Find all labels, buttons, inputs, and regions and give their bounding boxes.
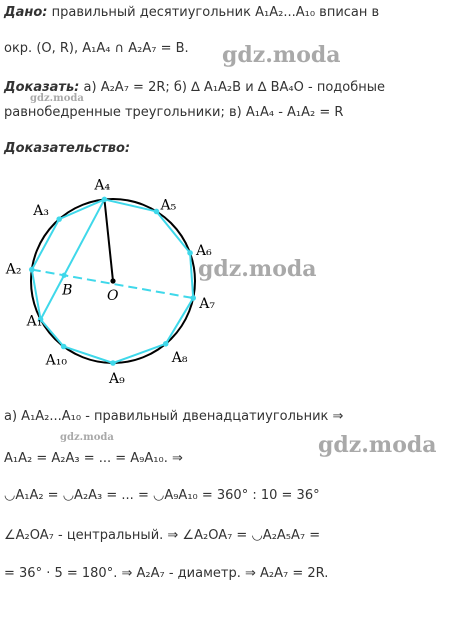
- watermark: gdz.moda: [222, 42, 341, 68]
- vertex-label: A₄: [94, 177, 111, 194]
- given-line-1: [4, 4, 379, 22]
- vertex-point: [29, 267, 35, 273]
- given-text-1: правильный десятиугольник A₁A₂...A₁₀ вписан в: [51, 5, 380, 20]
- figure-group: [5, 177, 216, 387]
- polygon-side: [166, 298, 193, 344]
- vertex-label: A₁: [26, 313, 43, 330]
- solution-line-2: A₁A₂ = A₂A₃ = ... = A₉A₁₀. ⇒: [4, 451, 183, 466]
- vertex-label: A₂: [5, 261, 22, 278]
- vertex-label: A₁₀: [45, 352, 67, 369]
- vertex-point: [187, 250, 193, 256]
- vertex-point: [110, 360, 116, 366]
- watermark: gdz.moda: [30, 93, 84, 104]
- vertex-point: [61, 344, 67, 350]
- vertex-label: A₅: [160, 197, 177, 214]
- vertex-point: [190, 295, 196, 301]
- geometry-figure: [0, 168, 452, 398]
- solution-line-3: ◡A₁A₂ = ◡A₂A₃ = ... = ◡A₉A₁₀ = 360° : 10 = 36°: [4, 488, 320, 503]
- polygon-side: [156, 211, 190, 252]
- watermark: gdz.moda: [318, 432, 437, 458]
- watermark: gdz.moda: [60, 432, 114, 443]
- polygon-side: [59, 199, 104, 219]
- solution-line-1: а) A₁A₂...A₁₀ - правильный двенадцатиугольник ⇒: [4, 409, 344, 424]
- prove-text-1: а) A₂A₇ = 2R; б) ∆ A₁A₂B и ∆ BA₄O - подобные: [83, 80, 385, 95]
- center-point: [110, 278, 115, 283]
- point-b: [62, 273, 67, 278]
- chord-a1-a4: [41, 199, 105, 319]
- polygon-side: [41, 319, 64, 346]
- vertex-label: A₇: [199, 296, 215, 313]
- vertex-point: [154, 209, 160, 215]
- solution-line-5: = 36° · 5 = 180°. ⇒ A₂A₇ - диаметр. ⇒ A₂A₇ = 2R.: [4, 566, 329, 581]
- radius-o-a4: [104, 199, 113, 281]
- solution-line-4: ∠A₂OA₇ - центральный. ⇒ ∠A₂OA₇ = ◡A₂A₅A₇ =: [4, 528, 321, 543]
- watermark: gdz.moda: [198, 256, 317, 282]
- given-text-2: окр. (O, R), A₁A₄ ∩ A₂A₇ = B.: [4, 41, 189, 56]
- vertex-point: [102, 197, 108, 203]
- vertex-label: A₈: [171, 349, 188, 366]
- vertex-label: A₃: [33, 203, 49, 220]
- polygon-side: [113, 344, 166, 363]
- vertex-point: [163, 341, 169, 347]
- center-label: O: [107, 288, 119, 304]
- vertex-label: A₆: [196, 242, 212, 259]
- prove-label: Доказать:: [4, 80, 80, 95]
- given-label: Дано:: [4, 5, 48, 20]
- polygon-side: [64, 346, 113, 363]
- polygon-side: [32, 219, 59, 269]
- vertex-label: A₉: [109, 371, 125, 387]
- proof-label: Доказательство:: [4, 141, 131, 156]
- prove-text-2: равнобедренные треугольники; в) A₁A₄ - A₁A₂ = R: [4, 105, 344, 120]
- point-b-label: B: [62, 282, 73, 299]
- vertex-point: [56, 216, 62, 222]
